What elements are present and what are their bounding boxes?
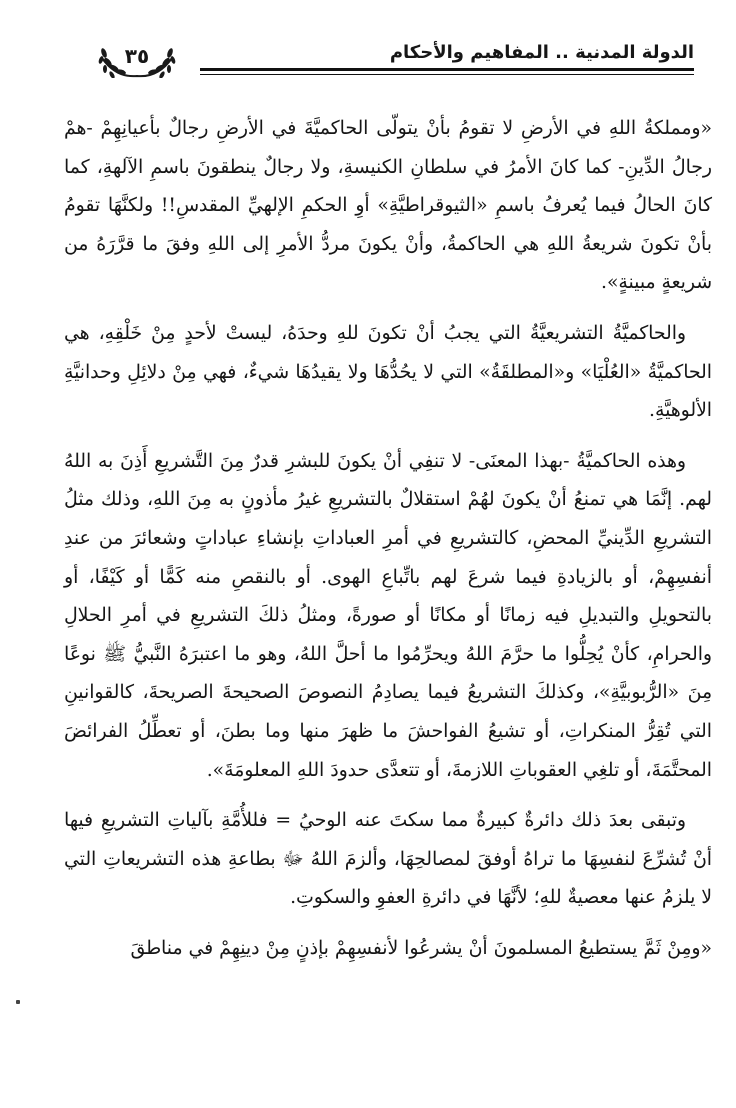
header-title: الدولة المدنية .. المفاهيم والأحكام bbox=[389, 42, 694, 63]
header-rule-thick bbox=[200, 68, 694, 71]
paragraph-quote-kingdom: «ومملكةُ اللهِ في الأرضِ لا تقومُ بأنْ يتولّى الحاكميَّةَ في الأرضِ رجالٌ بأعيانِهِمْ -همْ رجالُ الدِّينِ- كما كانَ الأمرُ في سلطانِ الكنيسةِ، ولا رجالٌ ينطقونَ باسمِ الآلهةِ، كما كانَ الحالُ فيما يُعرفُ باسمِ «الثيوقراطيَّةِ» أوِ الحكمِ الإلهيِّ المقدسِ!! ولكنَّهَا تقومُ بأنْ تكونَ شريعةُ اللهِ هي الحاكمةُ، وأنْ يكونَ مردُّ الأمرِ إلى اللهِ وفقَ ما قرَّرَهُ من شريعةٍ مبينةٍ». bbox=[64, 118, 712, 294]
paragraph-sovereignty-meaning: وهذه الحاكميَّةُ -بهذا المعنَى- لا تنفِي أنْ يكونَ للبشرِ قدرٌ مِنَ التَّشريعِ أَذِنَ به اللهُ لهم. إنَّمَا هي تمنعُ أنْ يكونَ لهُمْ استقلالٌ بالتشريعِ غيرُ مأذونٍ به مِنَ اللهِ، وذلك مثلُ التشريعِ الدِّينيِّ المحضِ، كالتشريعِ في أمرِ العباداتِ بإنشاءِ عباداتٍ وشعائرَ من عندِ أنفسِهِمْ، أو بالزيادةِ فيما شرعَ لهم باتِّباعِ الهوى. أو بالنقصِ منه كَمًّا أو كَيْفًا، أو بالتحويلِ والتبديلِ فيه زمانًا أو مكانًا أو صورةً، ومثلُ ذلكَ التشريعِ في أمرِ الحلالِ والحرامِ، كأنْ يُحِلُّوا ما حرَّمَ اللهُ ويحرِّمُوا ما أحلَّ اللهُ، وهو ما اعتبرَهُ النَّبيُّ ﷺ نوعًا مِنَ «الرُّبوبيَّةِ»، وكذلكَ التشريعُ فيما يصادِمُ النصوصَ الصحيحةَ الصريحةَ، كالقوانينِ التي تُقِرُّ المنكراتِ، أو تشيعُ الفواحشَ ما ظهرَ منها وما بطنَ، أو تعطِّلُ الفرائضَ المحتَّمَةَ، أو تلغِي العقوباتِ اللازمةَ، أو تتعدَّى حدودَ اللهِ المعلومَةَ». bbox=[64, 450, 712, 781]
margin-mark bbox=[16, 1000, 20, 1004]
page-number-badge bbox=[98, 38, 176, 78]
header-rule-thin bbox=[200, 74, 694, 75]
paragraph-legislative-sovereignty: والحاكميَّةُ التشريعيَّةُ التي يجبُ أنْ تكونَ للهِ وحدَهُ، ليستْ لأحدٍ مِنْ خَلْقِهِ، هي الحاكميَّةُ «العُلْيَا» و«المطلقَةُ» التي لا يحُدُّهَا ولا يقيدُهَا شيءٌ، فهي مِنْ دلائِلِ وحدانيَّةِ الألوهيَّةِ. bbox=[64, 322, 712, 422]
paragraph-remaining-circle: وتبقى بعدَ ذلك دائرةٌ كبيرةٌ مما سكتَ عنه الوحيُ = فللأُمَّةِ بآلياتِ التشريعِ فيها أنْ تُشرِّعَ لنفسِهَا ما تراهُ أوفقَ لمصالحِهَا، وألزمَ اللهُ ﷻ بطاعةِ هذه التشريعاتِ التي لا يلزمُ عنها معصيةٌ للهِ؛ لأنَّهَا في دائرةِ العفوِ والسكوتِ. bbox=[64, 810, 712, 909]
body-text bbox=[64, 110, 712, 980]
running-header bbox=[88, 36, 694, 82]
page-number: ٣٥ bbox=[124, 44, 150, 68]
paragraph-quote-continued: «ومِنْ ثَمَّ يستطيعُ المسلمونَ أنْ يشرعُوا لأنفسِهِمْ بإذنٍ مِنْ دينِهِمْ في مناطقَ bbox=[130, 937, 712, 959]
